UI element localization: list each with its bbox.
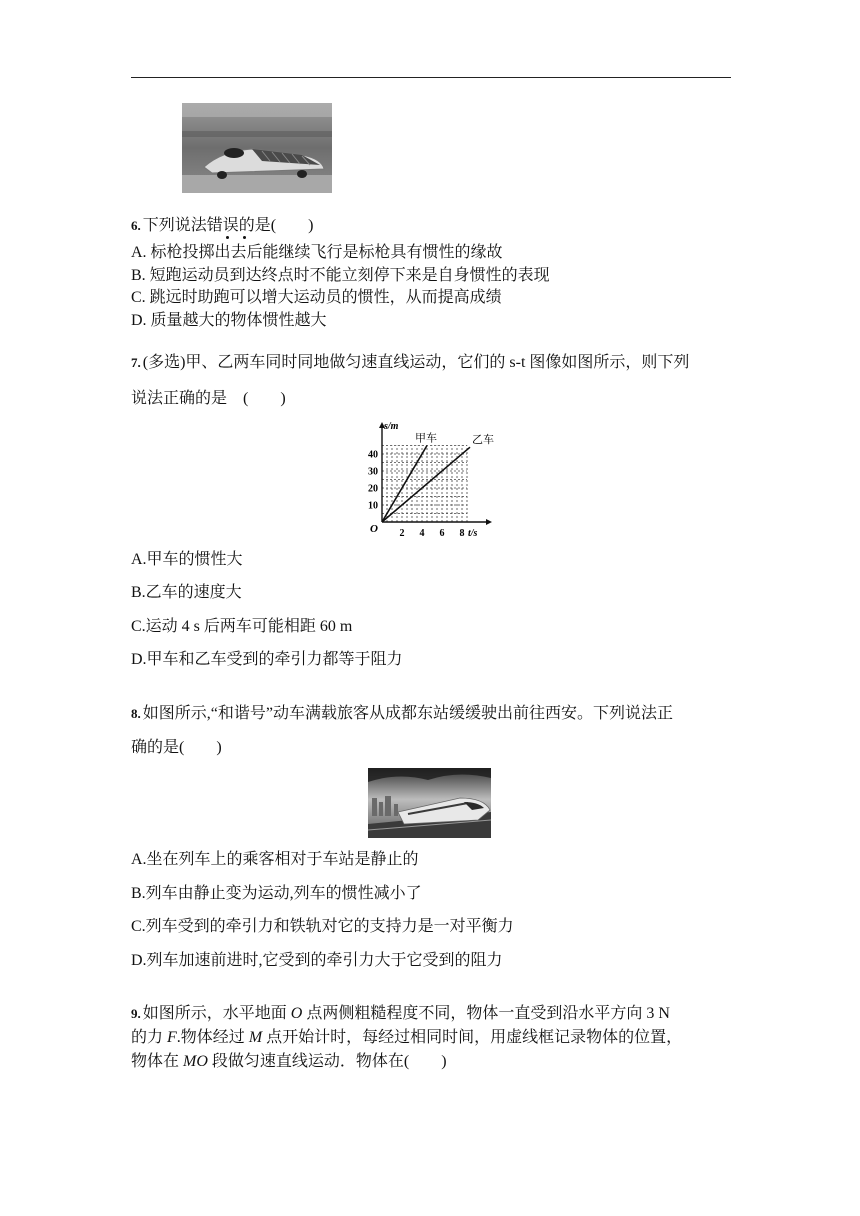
q6-option-d: D. 质量越大的物体惯性越大 [131, 312, 327, 329]
emphasis-dot [243, 236, 246, 239]
y-tick-label: 20 [368, 483, 378, 495]
s-t-graph [360, 418, 500, 544]
q8-option-c: C.列车受到的牵引力和铁轨对它的支持力是一对平衡力 [131, 918, 514, 935]
q7-option-c: C.运动 4 s 后两车可能相距 60 m [131, 618, 353, 635]
y-tick-label: 30 [368, 466, 378, 478]
q6-stem: 6. 下列说法错误的是( ) [131, 217, 314, 234]
q6-option-c: C. 跳远时助跑可以增大运动员的惯性，从而提高成绩 [131, 289, 502, 306]
y-axis-label: s/m [384, 421, 399, 432]
x-tick-label: 8 [459, 528, 465, 539]
q6-option-b: B. 短跑运动员到达终点时不能立刻停下来是自身惯性的表现 [131, 267, 550, 284]
x-axis-arrow [486, 519, 492, 525]
q6-option-a: A. 标枪投掷出去后能继续飞行是标枪具有惯性的缘故 [131, 244, 503, 261]
q7-option-d: D.甲车和乙车受到的牵引力都等于阻力 [131, 651, 403, 668]
q8-option-b: B.列车由静止变为运动,列车的惯性减小了 [131, 885, 422, 902]
series-line-1 [382, 446, 427, 523]
x-tick-label: 4 [419, 528, 425, 539]
header-rule [131, 77, 731, 78]
x-tick-label: 2 [399, 528, 405, 539]
q9-line2: 的力 F.物体经过 M 点开始计时，每经过相同时间，用虚线框记录物体的位置， [131, 1029, 683, 1046]
series-label: 甲车 [415, 432, 437, 445]
y-tick-label: 10 [368, 500, 378, 512]
x-axis-label: t/s [468, 528, 478, 539]
q9-line1: 9. 如图所示，水平地面 O 点两侧粗糙程度不同，物体一直受到沿水平方向 3 N [131, 1005, 670, 1022]
q8-stem-line1: 8. 如图所示,“和谐号”动车满载旅客从成都东站缓缓驶出前往西安。下列说法正 [131, 705, 673, 722]
q7-stem-line2: 说法正确的是 ( ) [131, 390, 286, 407]
q7-option-a: A.甲车的惯性大 [131, 551, 243, 568]
q7-option-b: B.乙车的速度大 [131, 584, 242, 601]
emphasis-dot [226, 236, 229, 239]
solar-car-photo [182, 103, 332, 193]
q8-option-a: A.坐在列车上的乘客相对于车站是静止的 [131, 851, 419, 868]
y-tick-label: 40 [368, 449, 378, 461]
q8-option-d: D.列车加速前进时,它受到的牵引力大于它受到的阻力 [131, 952, 503, 969]
origin-label: O [370, 523, 378, 535]
series-label: 乙车 [472, 434, 494, 447]
train-photo [368, 768, 491, 838]
q8-stem-line2: 确的是( ) [131, 739, 222, 756]
q9-line3: 物体在 MO 段做匀速直线运动．物体在( ) [131, 1053, 447, 1070]
x-tick-label: 6 [439, 528, 445, 539]
q7-stem-line1: 7. (多选)甲、乙两车同时同地做匀速直线运动，它们的 s-t 图像如图所示，则下列 [131, 354, 690, 371]
